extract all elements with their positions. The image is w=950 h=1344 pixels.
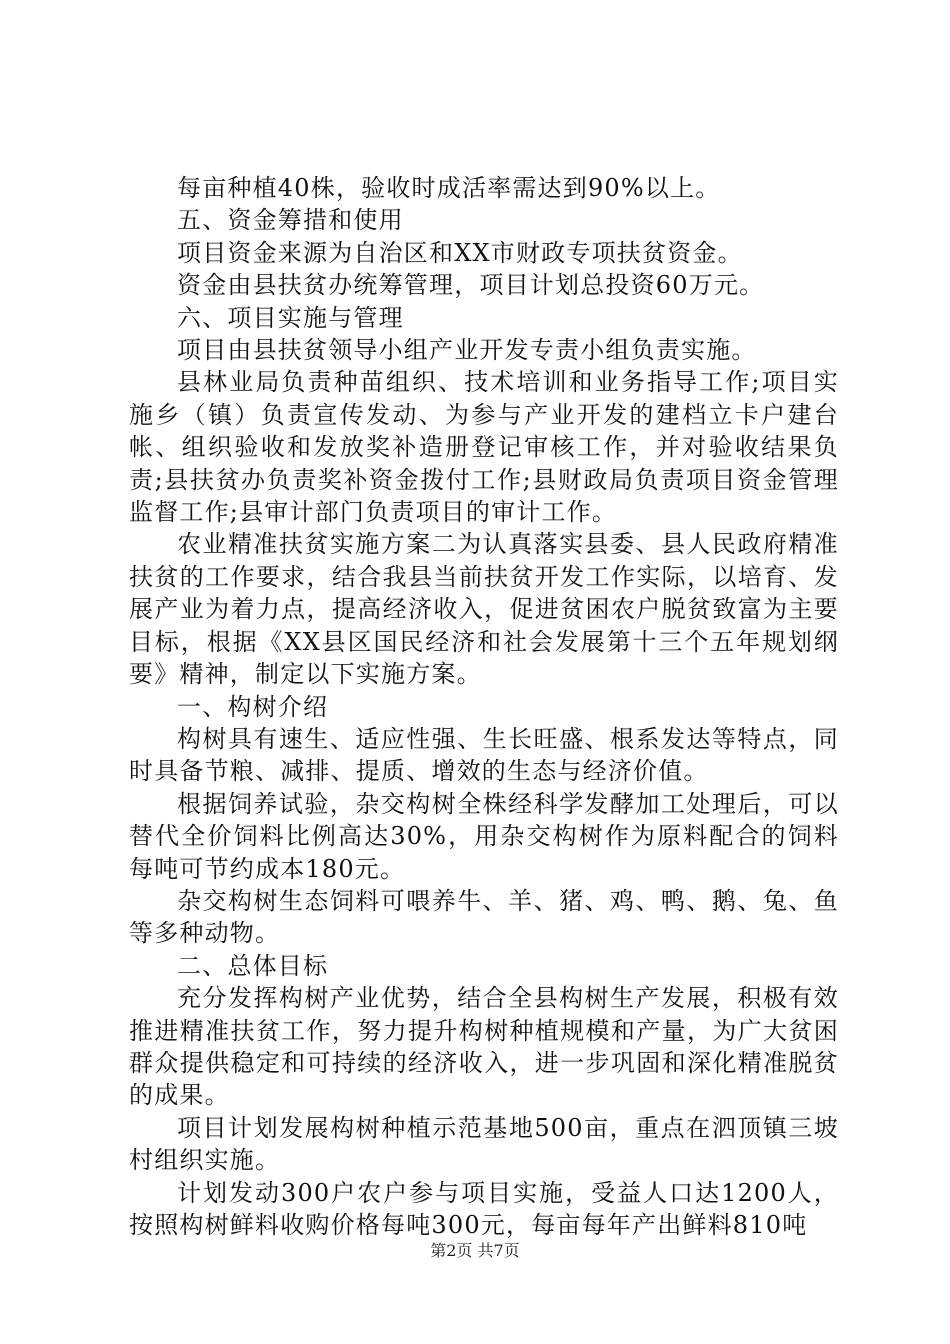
paragraph: 根据饲养试验，杂交构树全株经科学发酵加工处理后，可以替代全价饲料比例高达30%，用杂交构树作为原料配合的饲料每吨可节约成本180元。 [129, 789, 839, 883]
paragraph: 充分发挥构树产业优势，结合全县构树生产发展，积极有效推进精准扶贫工作，努力提升构树种植规模和产量，为广大贫困群众提供稳定和可持续的经济收入，进一步巩固和深化精准脱贫的成果。 [129, 984, 839, 1110]
document-body [129, 172, 839, 1241]
paragraph: 杂交构树生态饲料可喂养牛、羊、猪、鸡、鸭、鹅、兔、鱼等多种动物。 [129, 886, 839, 948]
paragraph: 农业精准扶贫实施方案二为认真落实县委、县人民政府精准扶贫的工作要求，结合我县当前扶贫开发工作实际，以培育、发展产业为着力点，提高经济收入，促进贫困农户脱贫致富为主要目标，根据《XX县区国民经济和社会发展第十三个五年规划纲要》精神，制定以下实施方案。 [129, 530, 839, 689]
paragraph: 项目计划发展构树种植示范基地500亩，重点在泗顶镇三坡村组织实施。 [129, 1113, 839, 1175]
paragraph: 项目资金来源为自治区和XX市财政专项扶贫资金。 [177, 238, 743, 267]
section-heading: 一、构树介绍 [177, 692, 329, 721]
paragraph: 每亩种植40株，验收时成活率需达到90%以上。 [177, 174, 721, 202]
section-heading: 二、总体目标 [177, 951, 329, 980]
section-heading: 五、资金筹措和使用 [177, 206, 404, 235]
paragraph: 县林业局负责种苗组织、技术培训和业务指导工作;项目实施乡（镇）负责宣传发动、为参与产业开发的建档立卡户建台帐、组织验收和发放奖补造册登记审核工作，并对验收结果负责;县扶贫办负责奖补资金拨付工作;县财政局负责项目资金管理监督工作;县审计部门负责项目的审计工作。 [129, 368, 839, 527]
paragraph: 计划发动300户农户参与项目实施，受益人口达1200人，按照构树鲜料收购价格每吨300元，每亩每年产出鲜料810吨 [129, 1178, 839, 1239]
paragraph: 项目由县扶贫领导小组产业开发专责小组负责实施。 [177, 336, 757, 365]
section-heading: 六、项目实施与管理 [177, 303, 404, 332]
paragraph: 构树具有速生、适应性强、生长旺盛、根系发达等特点，同时具备节粮、减排、提质、增效的生态与经济价值。 [129, 724, 839, 786]
page-number-footer: 第2页 共7页 [430, 1241, 520, 1260]
paragraph: 资金由县扶贫办统筹管理，项目计划总投资60万元。 [177, 271, 765, 300]
